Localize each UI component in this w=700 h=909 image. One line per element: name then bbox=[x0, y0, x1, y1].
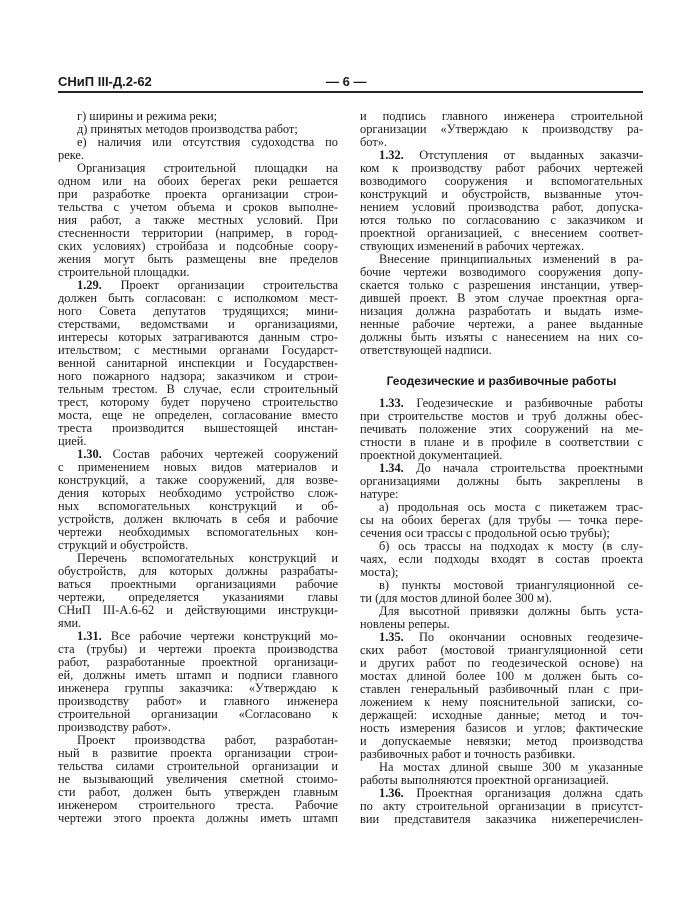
line-text: работы выполняются проектной организацией. bbox=[360, 773, 609, 787]
line-text: Проектная организация должна сдать bbox=[416, 786, 643, 800]
line-text: ного Совета депутатов трудящихся; мини- bbox=[58, 304, 338, 318]
text-line bbox=[58, 812, 338, 825]
line-text: дения которых необходимо устройство слож- bbox=[58, 486, 338, 500]
line-text: должен быть согласован: с исполкомом мест- bbox=[58, 291, 338, 305]
paragraph bbox=[360, 110, 643, 149]
line-text: интересы которых затрагиваются данным стро- bbox=[58, 330, 338, 344]
line-text: ответствующей надписи. bbox=[360, 343, 492, 357]
line-text: Внесение принципиальных изменений в ра- bbox=[379, 252, 643, 266]
line-text: ного пожарного надзора; заказчиком и строи- bbox=[58, 369, 338, 383]
line-text: Проект производства работ, разработан- bbox=[77, 733, 338, 747]
line-text: стерствами, ведомствами и организациями, bbox=[58, 317, 338, 331]
line-text: ваться проектными организациями рабочие bbox=[58, 577, 338, 591]
paragraph bbox=[360, 462, 643, 501]
line-text: ительством; с местными органами Государст- bbox=[58, 343, 338, 357]
line-text: организации «Утверждаю к производству ра- bbox=[360, 122, 643, 136]
right-column bbox=[360, 110, 643, 826]
header-rule bbox=[58, 91, 643, 93]
line-text: натуре: bbox=[360, 487, 399, 501]
line-text: и допускаемые невязки; метод производства bbox=[360, 734, 643, 748]
text-line bbox=[360, 123, 643, 136]
clause-number: 1.36. bbox=[379, 786, 404, 800]
line-text: и подпись главного инженера строительной bbox=[360, 109, 643, 123]
line-text: д) принятых методов производства работ; bbox=[77, 122, 298, 136]
clause-number: 1.29. bbox=[77, 278, 102, 292]
paragraph bbox=[360, 787, 643, 826]
line-text: моста, еще не определен, согласование вместо bbox=[58, 408, 338, 422]
line-text: конструкций, а также сооружений, для возве- bbox=[58, 473, 338, 487]
line-text: Проект организации строительства bbox=[120, 278, 338, 292]
line-text: По окончании основных геодезиче- bbox=[418, 630, 643, 644]
line-text: скается только с разрешения инстанции, утвер- bbox=[360, 278, 643, 292]
line-text: ния работ, а также местных условий. При bbox=[58, 213, 338, 227]
line-text: г) ширины и режима реки; bbox=[77, 109, 218, 123]
line-text: бот». bbox=[360, 135, 388, 149]
line-text: тельства с учетом объема и сроков выполне- bbox=[58, 200, 338, 214]
line-text: с применением новых видов материалов и bbox=[58, 460, 338, 474]
line-text: е) наличия или отсутствия судоходства по bbox=[77, 135, 338, 149]
line-text: цией. bbox=[58, 434, 87, 448]
line-text: строительной организации «Согласовано к bbox=[58, 707, 338, 721]
line-text: должны быть изъяты с нанесением на них со- bbox=[360, 330, 643, 344]
line-text: Все рабочие чертежи конструкций мо- bbox=[110, 629, 338, 643]
clause-number: 1.30. bbox=[77, 447, 102, 461]
line-text: инженером строительного треста. Рабочие bbox=[58, 798, 338, 812]
line-text: чертежи необходимых вспомогательных кон- bbox=[58, 525, 338, 539]
right-column-bottom bbox=[360, 397, 643, 826]
line-text: инженера группы заказчика: «Утверждаю к bbox=[58, 681, 338, 695]
paragraph bbox=[360, 397, 643, 462]
line-text: Перечень вспомогательных конструкций и bbox=[77, 551, 338, 565]
line-text: ный в развитие проекта организации строи- bbox=[58, 746, 338, 760]
line-text: по акту строительной организации в присутст- bbox=[360, 799, 643, 813]
line-text: жения могут быть размещены вне пределов bbox=[58, 252, 338, 266]
line-text: струкций и обустройств. bbox=[58, 538, 189, 552]
line-text: в) пункты мостовой триангуляционной се- bbox=[379, 578, 643, 592]
line-text: Для высотной привязки должны быть уста- bbox=[379, 604, 643, 618]
paragraph bbox=[58, 630, 338, 734]
line-text: трест, которому будет поручено строительство bbox=[58, 395, 338, 409]
line-text: Организация строительной площадки на bbox=[77, 161, 338, 175]
text-line bbox=[58, 136, 338, 149]
clause-number: 1.34. bbox=[379, 461, 404, 475]
line-text: тельства силами строительной организации и bbox=[58, 759, 338, 773]
paragraph bbox=[58, 448, 338, 552]
line-text: стности в плане и в профиле в соответствии с bbox=[360, 435, 643, 449]
line-text: Отступления от выданных заказчи- bbox=[419, 148, 643, 162]
line-text: вии представителя заказчика нижеперечислен- bbox=[360, 812, 643, 826]
text-line bbox=[360, 344, 643, 357]
page-number: — 6 — bbox=[326, 74, 367, 89]
line-text: дившей проект. В этом случае проектная орга- bbox=[360, 291, 643, 305]
line-text: стесненности территории (например, в город- bbox=[58, 226, 338, 240]
text-line bbox=[360, 475, 643, 488]
section-heading: Геодезические и разбивочные работы bbox=[386, 374, 617, 388]
line-text: ставлен генеральный разбивочный план с при- bbox=[360, 682, 643, 696]
paragraph bbox=[360, 540, 643, 579]
paragraph bbox=[360, 253, 643, 357]
line-text: и других работ по геодезической основе) на bbox=[360, 656, 643, 670]
line-text: при разработке проекта организации строи- bbox=[58, 187, 338, 201]
line-text: строительной площадки. bbox=[58, 265, 190, 279]
line-text: новлены реперы. bbox=[360, 617, 450, 631]
line-text: чертежи, определяется указаниями главы bbox=[58, 590, 338, 604]
text-line bbox=[58, 604, 338, 617]
left-column bbox=[58, 110, 338, 825]
line-text: ность измерения базисов и углов; фактические bbox=[360, 721, 643, 735]
line-text: венной санитарной инспекции и Государствен- bbox=[58, 356, 338, 370]
paragraph bbox=[58, 279, 338, 448]
clause-number: 1.33. bbox=[379, 396, 404, 410]
line-text: сти работ, должен быть утвержден главным bbox=[58, 785, 338, 799]
line-text: ненные рабочие чертежи, а ранее выданные bbox=[360, 317, 643, 331]
line-text: конструкций и обустройств, вызванные уточ- bbox=[360, 187, 643, 201]
line-text: нением условий производства работ, допуска- bbox=[360, 200, 643, 214]
line-text: работ, разработанные проектной организаци- bbox=[58, 655, 338, 669]
line-text: Состав рабочих чертежей сооружений bbox=[112, 447, 338, 461]
line-text: ями. bbox=[58, 616, 82, 630]
line-text: реке. bbox=[58, 148, 85, 162]
line-text: одном или на обоих берегах реки решается bbox=[58, 174, 338, 188]
line-text: моста); bbox=[360, 565, 399, 579]
line-text: при строительстве мостов и труб должны обес- bbox=[360, 409, 643, 423]
line-text: печивать положение этих сооружений на ме- bbox=[360, 422, 643, 436]
text-line bbox=[360, 553, 643, 566]
line-text: обустройств, для которых должны разрабаты- bbox=[58, 564, 338, 578]
line-text: ти (для мостов длиной более 300 м). bbox=[360, 591, 552, 605]
line-text: чаях, если подходы входят в состав проекта bbox=[360, 552, 643, 566]
paragraph bbox=[360, 631, 643, 761]
line-text: производству работ» и главного инженера bbox=[58, 694, 338, 708]
line-text: ных вспомогательных конструкций и об- bbox=[58, 499, 338, 513]
line-text: возводимого сооружения и вспомогательных bbox=[360, 174, 643, 188]
line-text: низация должна разработать и выдать изме- bbox=[360, 304, 643, 318]
line-text: ются только по согласованию с заказчиком и bbox=[360, 213, 643, 227]
clause-number: 1.31. bbox=[77, 629, 102, 643]
paragraph bbox=[58, 552, 338, 630]
paragraph bbox=[360, 761, 643, 787]
line-text: проектной документацией. bbox=[360, 448, 503, 462]
line-text: ских условиях) стройбаза и подсобные соору- bbox=[58, 239, 338, 253]
line-text: тельным трестом. В случае, если строительный bbox=[58, 382, 338, 396]
line-text: б) ось трассы на подходах к мосту (в слу- bbox=[379, 539, 643, 553]
line-text: До начала строительства проектными bbox=[416, 461, 643, 475]
line-text: не вызывающий увеличения сметной стоимо- bbox=[58, 772, 338, 786]
line-text: ских работ (мостовой триангуляционной сети bbox=[360, 643, 643, 657]
line-text: ста (трубы) и чертежи проекта производства bbox=[58, 642, 338, 656]
line-text: производству работ». bbox=[58, 720, 171, 734]
document-code: СНиП III-Д.2-62 bbox=[58, 74, 152, 89]
line-text: ком к производству работ рабочих чертежей bbox=[360, 161, 643, 175]
paragraph bbox=[360, 605, 643, 631]
paragraph bbox=[360, 149, 643, 253]
line-text: бочие чертежи возводимого сооружения допу- bbox=[360, 265, 643, 279]
line-text: проектной организацией, с внесением соответ- bbox=[360, 226, 643, 240]
right-column-top bbox=[360, 110, 643, 357]
paragraph bbox=[360, 579, 643, 605]
line-text: сечения оси трассы с продольной осью трубы); bbox=[360, 526, 610, 540]
clause-number: 1.35. bbox=[379, 630, 404, 644]
line-text: а) продольная ось моста с пикетажем трас- bbox=[379, 500, 643, 514]
line-text: организациями должны быть закреплены в bbox=[360, 474, 643, 488]
paragraph bbox=[58, 734, 338, 825]
line-text: разбивочных работ и точность разбивки. bbox=[360, 747, 576, 761]
line-text: чертежи этого проекта должны иметь штамп bbox=[58, 811, 338, 825]
line-text: ложением к нему пояснительной записки, со- bbox=[360, 695, 643, 709]
line-text: На мостах длиной свыше 300 м указанные bbox=[379, 760, 643, 774]
line-text: СНиП III-А.6-62 и действующими инструкци- bbox=[58, 603, 338, 617]
paragraph bbox=[58, 136, 338, 162]
line-text: сы на обоих берегах (для трубы — точка пере- bbox=[360, 513, 643, 527]
paragraph bbox=[360, 501, 643, 540]
text-line bbox=[58, 422, 338, 435]
line-text: устройств, должен включать в себя и рабочие bbox=[58, 512, 338, 526]
line-text: ей, должны иметь штамп и подписи главного bbox=[58, 668, 338, 682]
line-text: ствующих изменений в рабочих чертежах. bbox=[360, 239, 585, 253]
text-line bbox=[360, 813, 643, 826]
line-text: держащей: исходные данные; метод и точ- bbox=[360, 708, 643, 722]
clause-number: 1.32. bbox=[379, 148, 404, 162]
paragraph bbox=[58, 162, 338, 279]
line-text: мостах длиной более 100 м должен быть со- bbox=[360, 669, 643, 683]
line-text: треста производится вышестоящей инстан- bbox=[58, 421, 338, 435]
line-text: Геодезические и разбивочные работы bbox=[416, 396, 643, 410]
